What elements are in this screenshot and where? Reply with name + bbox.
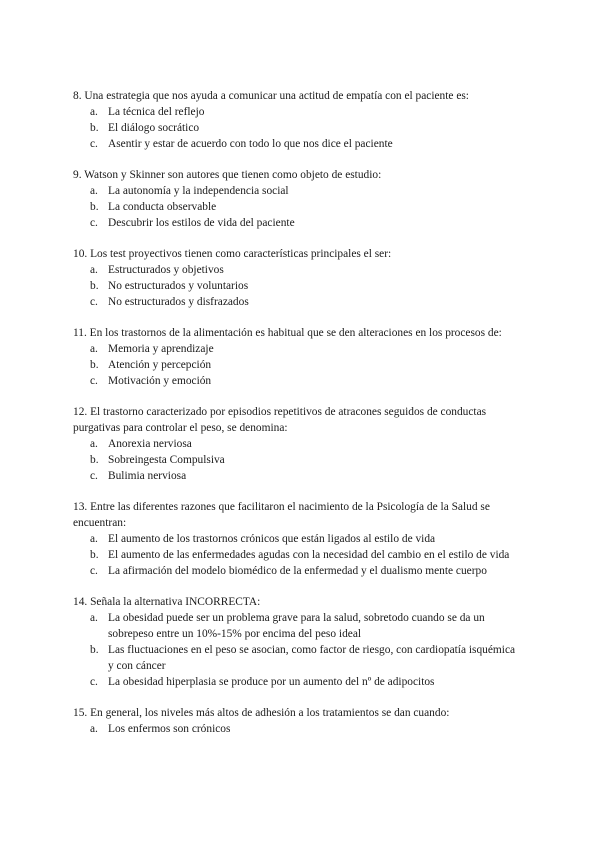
option-text: Atención y percepción — [108, 359, 212, 371]
option-list — [73, 531, 519, 579]
option-letter: b. — [90, 644, 99, 656]
question-list — [73, 88, 519, 752]
option-letter: b. — [90, 359, 99, 371]
question-8 — [73, 88, 519, 152]
option-letter: b. — [90, 280, 99, 292]
option-text: La técnica del reflejo — [108, 106, 205, 118]
question-12 — [73, 404, 519, 484]
option-a — [73, 436, 519, 452]
option-text: El aumento de los trastornos crónicos que están ligados al estilo de vida — [108, 533, 436, 545]
question-14 — [73, 594, 519, 690]
option-letter: a. — [90, 264, 98, 276]
question-9 — [73, 167, 519, 231]
option-b — [73, 278, 519, 294]
option-letter: c. — [90, 565, 98, 577]
option-text: La afirmación del modelo biomédico de la enfermedad y el dualismo mente cuerpo — [108, 565, 487, 577]
option-text: El aumento de las enfermedades agudas con la necesidad del cambio en el estilo de vida — [108, 549, 510, 561]
option-letter: c. — [90, 296, 98, 308]
option-text: No estructurados y disfrazados — [108, 296, 249, 308]
option-list — [73, 183, 519, 231]
option-c — [73, 563, 519, 579]
option-c — [73, 294, 519, 310]
option-list — [73, 610, 519, 690]
option-c — [73, 674, 519, 690]
option-list — [73, 262, 519, 310]
question-text: 13. Entre las diferentes razones que facilitaron el nacimiento de la Psicología de la Salud se encuentran: — [73, 501, 490, 529]
question-text: 12. El trastorno caracterizado por episodios repetitivos de atracones seguidos de conductas purgativas para controlar el peso, se denomina: — [73, 406, 487, 434]
option-text: Sobreingesta Compulsiva — [108, 454, 225, 466]
option-text: Memoria y aprendizaje — [108, 343, 214, 355]
option-letter: c. — [90, 470, 98, 482]
option-list — [73, 721, 519, 737]
option-letter: c. — [90, 217, 98, 229]
option-letter: a. — [90, 343, 98, 355]
question-13 — [73, 499, 519, 579]
option-c — [73, 215, 519, 231]
option-letter: c. — [90, 138, 98, 150]
option-list — [73, 104, 519, 152]
option-text: Las fluctuaciones en el peso se asocian, como factor de riesgo, con cardiopatía isquémica y con cáncer — [108, 644, 516, 672]
option-letter: b. — [90, 122, 99, 134]
option-c — [73, 373, 519, 389]
option-a — [73, 262, 519, 278]
option-b — [73, 120, 519, 136]
question-text: 8. Una estrategia que nos ayuda a comunicar una actitud de empatía con el paciente es: — [73, 90, 469, 102]
question-text: 15. En general, los niveles más altos de adhesión a los tratamientos se dan cuando: — [73, 707, 450, 719]
option-letter: a. — [90, 533, 98, 545]
option-list — [73, 341, 519, 389]
option-list — [73, 436, 519, 484]
option-text: Asentir y estar de acuerdo con todo lo que nos dice el paciente — [108, 138, 393, 150]
option-a — [73, 610, 519, 642]
option-b — [73, 642, 519, 674]
option-b — [73, 452, 519, 468]
question-10 — [73, 246, 519, 310]
question-text: 14. Señala la alternativa INCORRECTA: — [73, 596, 261, 608]
option-text: Motivación y emoción — [108, 375, 212, 387]
option-text: La obesidad puede ser un problema grave para la salud, sobretodo cuando se da un sobrepeso entre un 10%-15% por encima del peso ideal — [108, 612, 485, 640]
option-letter: a. — [90, 185, 98, 197]
option-letter: a. — [90, 612, 98, 624]
option-letter: b. — [90, 454, 99, 466]
option-a — [73, 721, 519, 737]
option-letter: b. — [90, 201, 99, 213]
option-b — [73, 357, 519, 373]
question-text: 11. En los trastornos de la alimentación es habitual que se den alteraciones en los procesos de: — [73, 327, 502, 339]
option-c — [73, 136, 519, 152]
option-letter: a. — [90, 723, 98, 735]
option-text: Anorexia nerviosa — [108, 438, 192, 450]
option-letter: b. — [90, 549, 99, 561]
option-b — [73, 547, 519, 563]
option-text: La obesidad hiperplasia se produce por un aumento del nº de adipocitos — [108, 676, 435, 688]
option-text: Estructurados y objetivos — [108, 264, 224, 276]
option-text: No estructurados y voluntarios — [108, 280, 249, 292]
option-text: Descubrir los estilos de vida del paciente — [108, 217, 295, 229]
option-letter: c. — [90, 676, 98, 688]
question-text: 10. Los test proyectivos tienen como características principales el ser: — [73, 248, 392, 260]
question-11 — [73, 325, 519, 389]
option-text: La conducta observable — [108, 201, 217, 213]
option-text: La autonomía y la independencia social — [108, 185, 289, 197]
option-letter: a. — [90, 438, 98, 450]
option-a — [73, 183, 519, 199]
option-text: Los enfermos son crónicos — [108, 723, 231, 735]
option-text: El diálogo socrático — [108, 122, 200, 134]
option-letter: a. — [90, 106, 98, 118]
option-a — [73, 531, 519, 547]
question-15 — [73, 705, 519, 737]
option-a — [73, 341, 519, 357]
option-a — [73, 104, 519, 120]
option-text: Bulimia nerviosa — [108, 470, 187, 482]
question-text: 9. Watson y Skinner son autores que tienen como objeto de estudio: — [73, 169, 382, 181]
option-c — [73, 468, 519, 484]
option-b — [73, 199, 519, 215]
option-letter: c. — [90, 375, 98, 387]
